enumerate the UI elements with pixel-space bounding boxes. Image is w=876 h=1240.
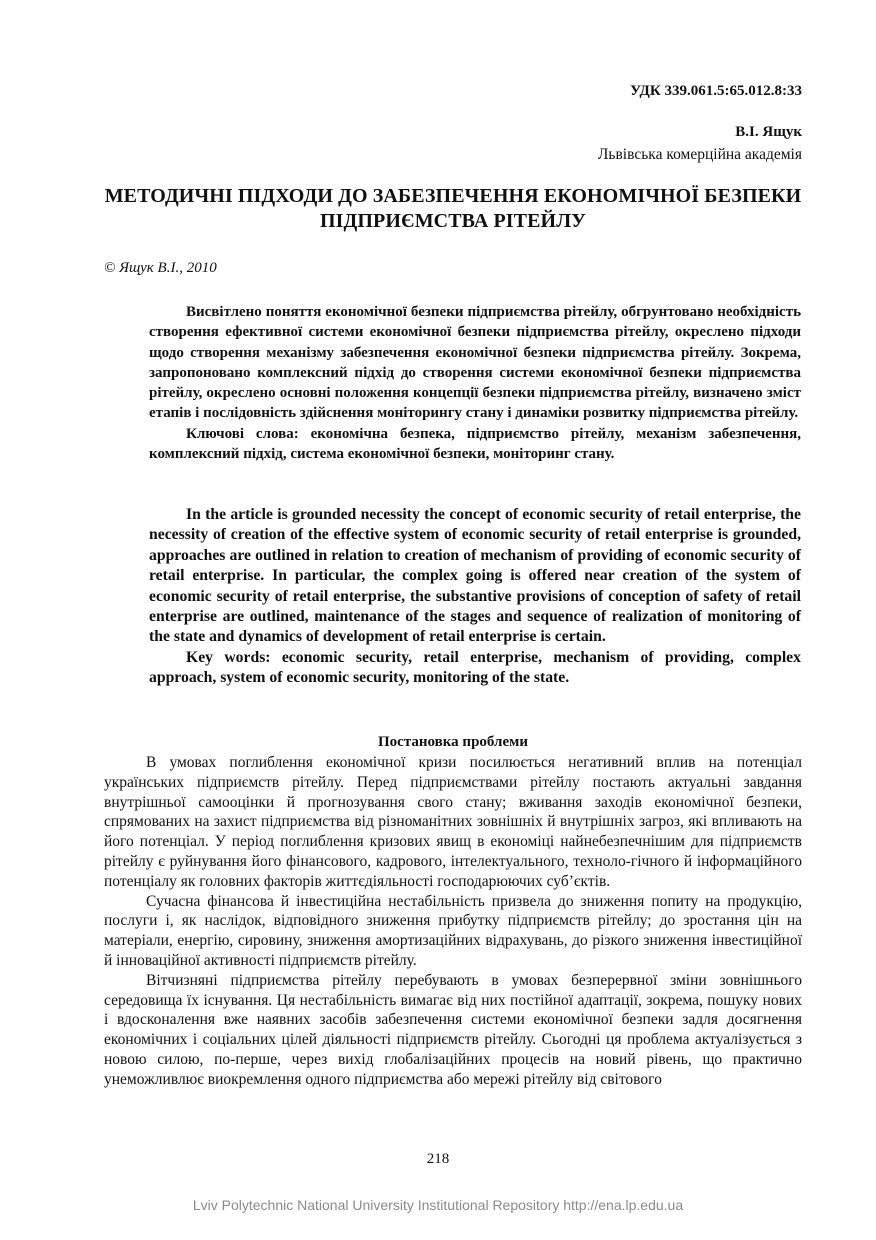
abstract-ukrainian-text: Висвітлено поняття економічної безпеки підприємства рітейлу, обгрунтовано необхідність створення ефективної системи економічної безпеки підприємства рітейлу, окреслено підходи щодо створення механізму забезпечення економічної безпеки підприємства рітейлу. Зокрема, запропоновано комплексний підхід до створення системи економічної безпеки підприємства рітейлу, окреслено основні положення концепції безпеки підприємства рітейлу, визначено зміст етапів і послідовність здійснення моніторингу стану і динаміки розвитку підприємства рітейлу.	[149, 304, 801, 422]
body-paragraph: В умовах поглиблення економічної кризи посилюється негативний вплив на потенціал українських підприємств рітейлу. Перед підприємствами рітейлу постають актуальні завдання внутрішньої самооцінки й прогнозування свого стану; вживання заходів економічної безпеки, спрямованих на захист підприємства від різноманітних зовнішніх й внутрішніх загроз, які впливають на його потенціал. У період поглиблення кризових явищ в економіці найнебезпечнішим для підприємств рітейлу є руйнування його фінансового, кадрового, інтелектуального, техноло-гічного й інформаційного потенціалу як головних факторів життєдіяльності господарюючих суб’єктів.	[104, 754, 802, 890]
udc-code: УДК 339.061.5:65.012.8:33	[630, 83, 802, 99]
keywords-english: Key words: economic security, retail enterprise, mechanism of providing, complex approach, system of economic security, monitoring of the state.	[149, 648, 801, 687]
page-number: 218	[426, 1151, 450, 1167]
body-paragraph: Сучасна фінансова й інвестиційна нестабільність призвела до зниження попиту на продукцію, послуги і, як наслідок, відповідного зниження прибутку підприємств рітейлу; до зростання цін на матеріали, енергію, сировину, зниження амортизаційних відрахувань, до різкого зниження інвестиційної й інноваційної активності підприємств рітейлу.	[104, 892, 802, 969]
body-paragraph: Вітчизняні підприємства рітейлу перебувають в умовах безперервної зміни зовнішнього середовища їх існування. Ця нестабільність вимагає від них постійної адаптації, зокрема, пошуку нових і вдосконалення вже наявних засобів забезпечення системи економічної безпеки задля досягнення економічних і соціальних цілей діяльності підприємств рітейлу. Сьогодні ця проблема актуалізується з новою силою, по-перше, через вихід глобалізаційних процесів на новий рівень, що практично унеможливлює виокремлення одного підприємства або мережі рітейлу від світового	[104, 971, 802, 1088]
author-name: В.І. Ящук	[735, 124, 802, 140]
section-heading: Постановка проблеми	[378, 734, 528, 750]
author-affiliation: Львівська комерційна академія	[597, 146, 802, 163]
body-text	[104, 753, 802, 1090]
copyright-notice: © Ящук В.І., 2010	[104, 260, 217, 276]
abstract-english-text: In the article is grounded necessity the concept of economic security of retail enterprise, the necessity of creation of the effective system of economic security of retail enterprise is grounded, approaches are outlined in relation to creation of mechanism of providing of economic security of retail enterprise. In particular, the complex going is offered near creation of the system of economic security of retail enterprise, the substantive provisions of conception of safety of retail enterprise are outlined, maintenance of the stages and sequence of realization of monitoring of the state and dynamics of development of retail enterprise is certain.	[149, 506, 801, 646]
repository-footer: Lviv Polytechnic National University Institutional Repository http://ena.lp.edu.ua	[192, 1197, 684, 1213]
keywords-ukrainian: Ключові слова: економічна безпека, підприємство рітейлу, механізм забезпечення, комплексний підхід, система економічної безпеки, моніторинг стану.	[149, 425, 801, 463]
article-title: МЕТОДИЧНІ ПІДХОДИ ДО ЗАБЕЗПЕЧЕННЯ ЕКОНОМІЧНОЇ БЕЗПЕКИ ПІДПРИЄМСТВА РІТЕЙЛУ	[104, 185, 802, 232]
abstract-english	[149, 505, 801, 689]
abstract-ukrainian	[149, 302, 801, 464]
